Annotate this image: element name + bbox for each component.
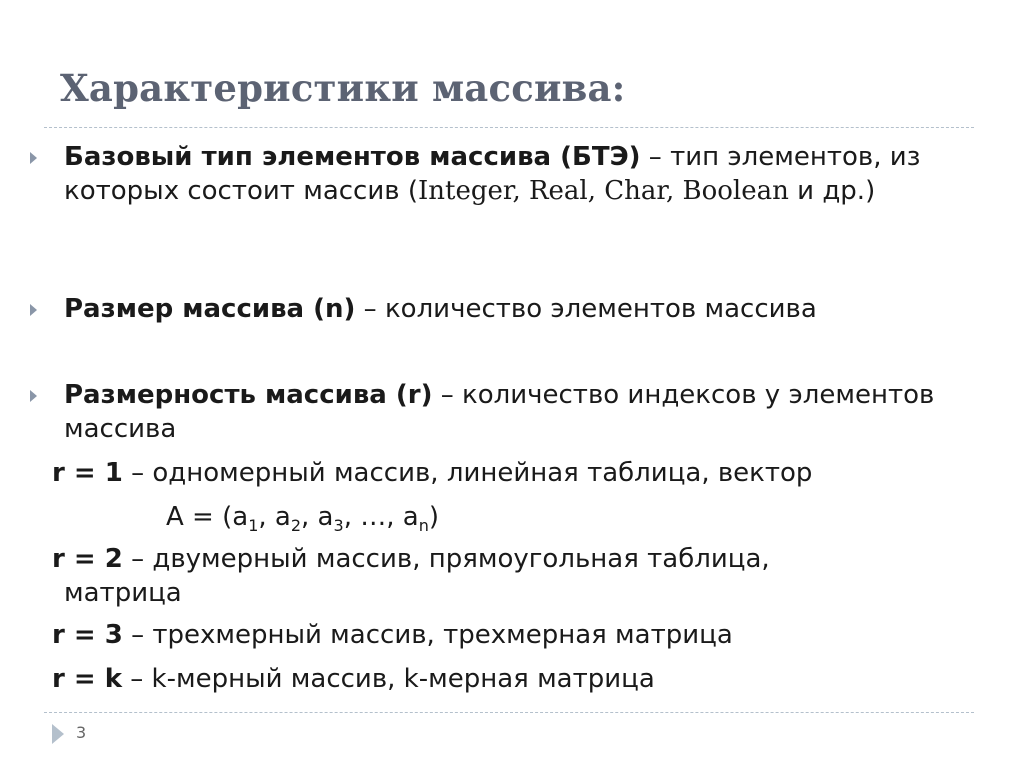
bullet-size bbox=[64, 292, 964, 326]
formula-subscript: 3 bbox=[333, 516, 344, 535]
row-text: трехмерный массив, трехмерная матрица bbox=[152, 620, 733, 650]
formula-part: ) bbox=[428, 502, 439, 532]
bullet-separator: – bbox=[432, 380, 463, 410]
row-separator: – bbox=[122, 620, 153, 650]
bullet-separator: – bbox=[640, 142, 671, 172]
title-divider bbox=[44, 127, 974, 128]
dimension-row-k bbox=[52, 662, 972, 696]
bullet-term: Размер массива (n) bbox=[64, 294, 356, 324]
row-key: r = k bbox=[52, 664, 123, 694]
row-text: одномерный массив, линейная таблица, вектор bbox=[152, 458, 813, 488]
dimension-row-2 bbox=[52, 542, 972, 576]
bullet-term: Базовый тип элементов массива (БТЭ) bbox=[64, 142, 641, 172]
slide-title: Характеристики массива: bbox=[60, 66, 626, 110]
formula-part: A = (a bbox=[166, 502, 249, 532]
vector-formula bbox=[166, 500, 1024, 543]
bullet-text: количество индексов у элементов массива bbox=[64, 380, 935, 444]
row-separator: – bbox=[122, 544, 153, 574]
footer-divider bbox=[44, 712, 974, 713]
page-number: 3 bbox=[76, 723, 87, 742]
row-key: r = 3 bbox=[52, 620, 123, 650]
bullet-arrow-icon bbox=[30, 304, 37, 316]
bullet-type-list: Integer, Real, Char, Boolean bbox=[417, 176, 789, 206]
bullet-dimension bbox=[64, 378, 964, 446]
bullet-arrow-icon bbox=[30, 152, 37, 164]
row-text: k-мерный массив, k-мерная матрица bbox=[151, 664, 655, 694]
row-separator: – bbox=[122, 664, 152, 694]
dimension-row-2-continuation: матрица bbox=[64, 578, 182, 608]
bullet-base-type bbox=[64, 140, 964, 208]
bullet-text: тип элементов, из которых состоит массив ( bbox=[64, 142, 921, 206]
formula-part: , …, a bbox=[343, 502, 419, 532]
dimension-row-1 bbox=[52, 456, 972, 490]
row-text: двумерный массив, прямоугольная таблица, bbox=[152, 544, 770, 574]
formula-part: , a bbox=[258, 502, 291, 532]
formula-subscript: 2 bbox=[290, 516, 302, 535]
formula-part: , a bbox=[301, 502, 334, 532]
bullet-text-end: и др.) bbox=[788, 176, 876, 206]
bullet-separator: – bbox=[355, 294, 385, 324]
row-separator: – bbox=[122, 458, 153, 488]
footer-arrow-icon bbox=[52, 724, 64, 744]
formula-subscript: 1 bbox=[248, 516, 259, 535]
bullet-term: Размерность массива (r) bbox=[64, 380, 433, 410]
dimension-row-3 bbox=[52, 618, 972, 652]
row-key: r = 2 bbox=[52, 544, 123, 574]
row-key: r = 1 bbox=[52, 458, 123, 488]
bullet-arrow-icon bbox=[30, 390, 37, 402]
bullet-text: количество элементов массива bbox=[384, 294, 817, 324]
formula-subscript: n bbox=[418, 516, 429, 535]
